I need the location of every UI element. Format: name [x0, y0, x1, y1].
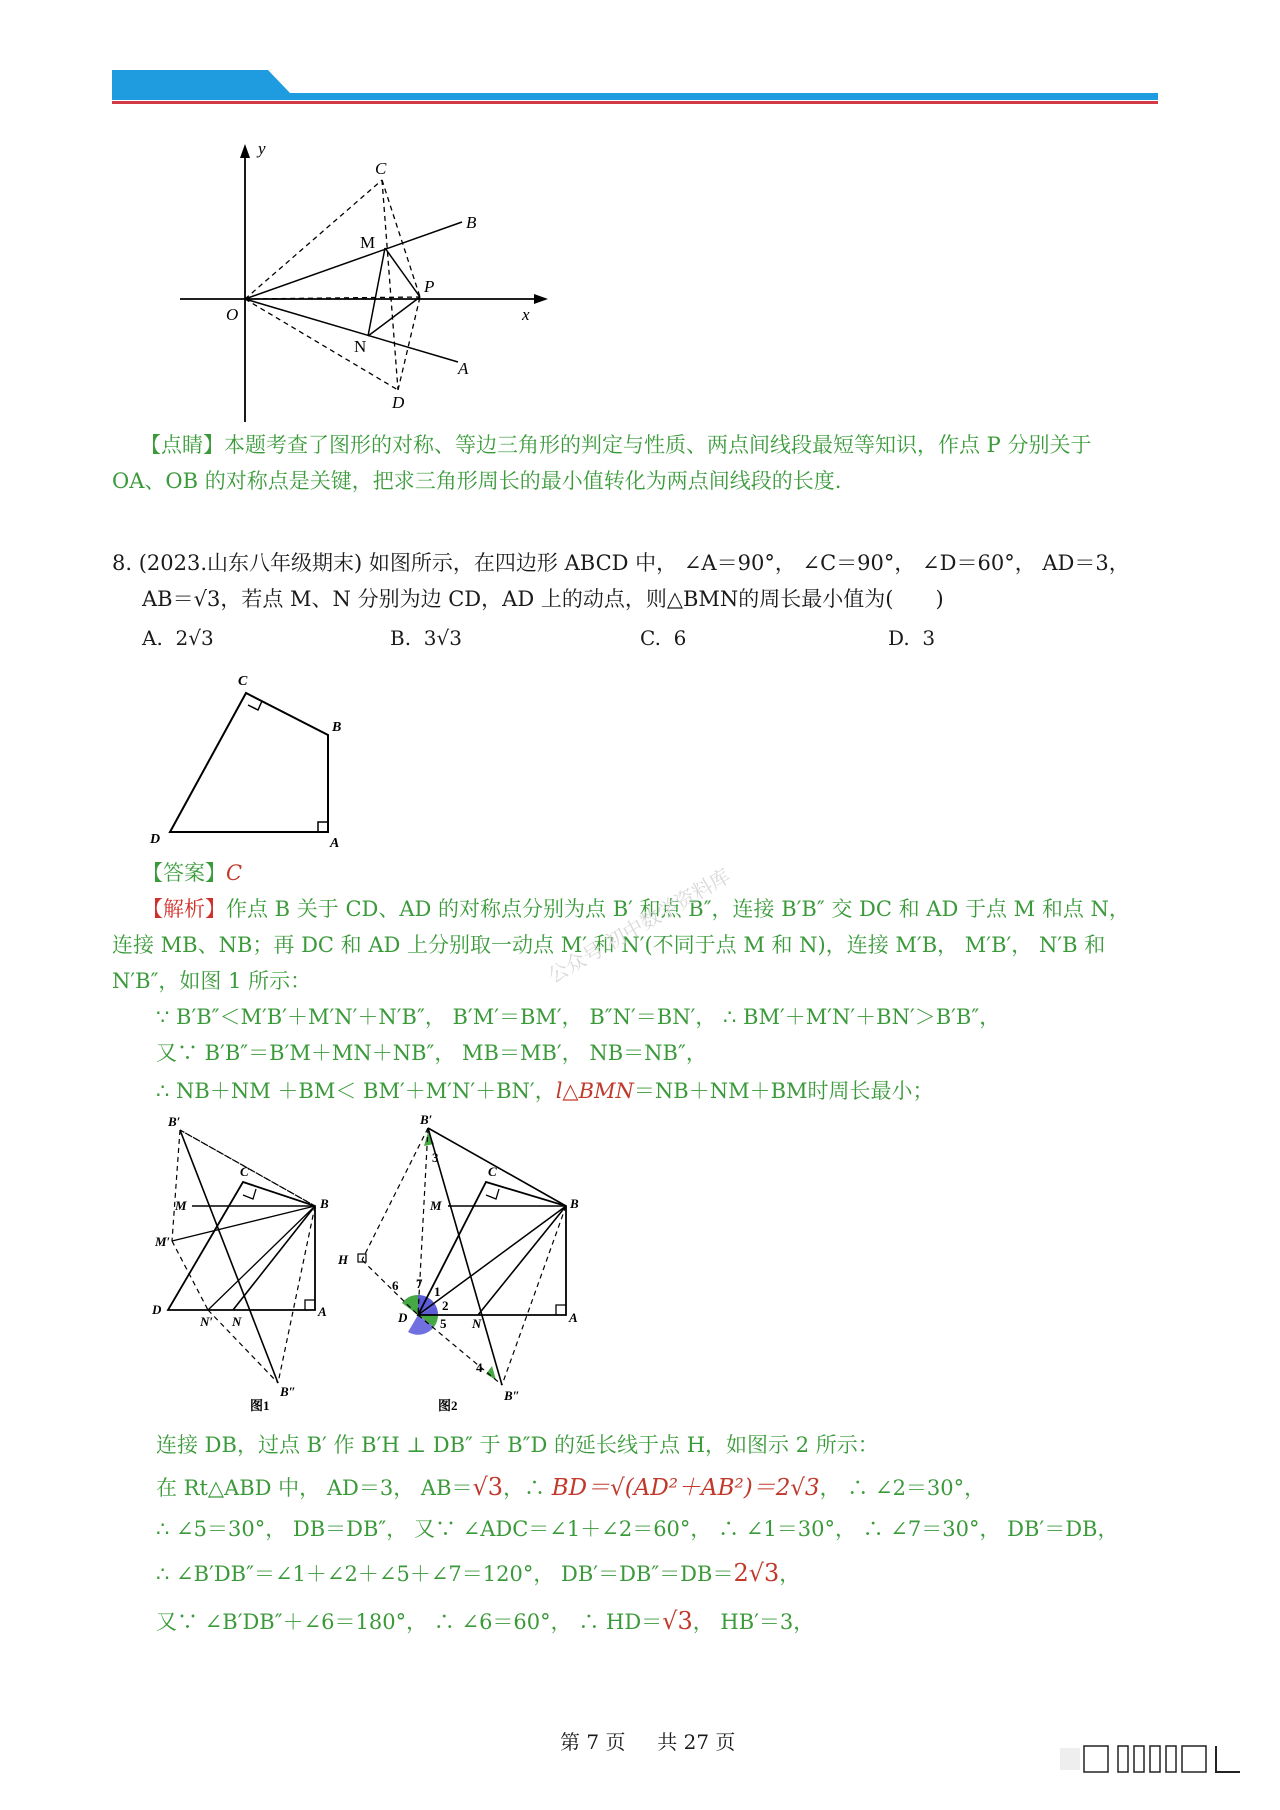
analysis-bracket: 【解析】 [142, 897, 226, 921]
svg-text:A: A [569, 1310, 578, 1325]
question-line-2: AB＝√3，若点 M、N 分别为边 CD，AD 上的动点，则△BMN的周长最小值为( ) [142, 587, 944, 611]
label-C: C [375, 159, 387, 178]
svg-text:7: 7 [416, 1276, 423, 1291]
svg-text:M: M [175, 1198, 187, 1213]
analysis-line-6: ∴ NB＋NM ＋BM＜ BM′＋M′N′＋BN′，l△BMN＝NB＋NM＋BM时周长最小； [156, 1079, 934, 1103]
solution-line-5: 又∵ ∠B′DB″＋∠6＝180°， ∴ ∠6＝60°， ∴ HD＝√3， HB′＝3， [156, 1607, 815, 1635]
svg-text:A: A [330, 836, 340, 850]
svg-text:B″: B″ [504, 1388, 520, 1403]
svg-text:M: M [430, 1198, 442, 1213]
figure-1 [151, 1114, 329, 1413]
label-x: x [522, 305, 530, 324]
svg-text:3: 3 [432, 1150, 439, 1165]
figure-quadrilateral [140, 665, 360, 850]
svg-text:N: N [232, 1314, 242, 1329]
label-P: P [424, 277, 435, 296]
svg-text:M′: M′ [155, 1234, 171, 1249]
analysis-line-3: N′B″，如图 1 所示： [112, 969, 312, 993]
figures-1-2 [150, 1110, 620, 1415]
dianjing-line-2: OA、OB 的对称点是关键，把求三角形周长的最小值转化为两点间线段的长度. [112, 469, 842, 493]
solution-line-2: 在 Rt△ABD 中， AD＝3， AB＝√3，∴ BD＝√(AD²＋AB²)＝2√3， ∴ ∠2＝30°， [156, 1473, 986, 1501]
solution-line-4: ∴ ∠B′DB″＝∠1＋∠2＋∠5＋∠7＝120°， DB′＝DB″＝DB＝2√3， [156, 1559, 801, 1587]
svg-text:5: 5 [440, 1316, 447, 1331]
svg-text:C: C [488, 1164, 497, 1179]
svg-text:D: D [398, 1310, 408, 1325]
analysis-line-5: 又∵ B′B″＝B′M＋MN＋NB″， MB＝MB′， NB＝NB″， [156, 1041, 707, 1065]
analysis-line-4: ∵ B′B″＜M′B′＋M′N′＋N′B″， B′M′＝BM′， B″N′＝BN′， ∴ BM′＋M′N′＋BN′＞B′B″， [156, 1005, 1001, 1029]
svg-text:C: C [240, 1164, 249, 1179]
answer-value: C [226, 861, 243, 885]
label-O: O [226, 305, 239, 324]
svg-text:D: D [152, 1302, 162, 1317]
label-A: A [458, 359, 469, 378]
header-band [0, 0, 1280, 115]
dianjing-line-1 [140, 428, 1091, 462]
option-c: C. 6 [640, 626, 687, 650]
perimeter-symbol: l△BMN [555, 1079, 634, 1103]
svg-text:B″: B″ [280, 1384, 296, 1399]
svg-text:C: C [238, 674, 248, 689]
dianjing-text-1: 本题考查了图形的对称、等边三角形的判定与性质、两点间线段最短等知识，作点 P 分别关于 [224, 433, 1092, 457]
footer-page-number [560, 1726, 735, 1755]
svg-text:2: 2 [442, 1298, 449, 1313]
footer-total: 共 27 页 [657, 1730, 736, 1754]
svg-text:B: B [320, 1196, 329, 1211]
option-d: D. 3 [888, 626, 936, 650]
svg-text:H: H [338, 1252, 349, 1267]
svg-text:D: D [150, 832, 161, 847]
svg-text:4: 4 [476, 1360, 483, 1375]
label-D: D [392, 393, 405, 412]
figure-2 [337, 1112, 579, 1413]
solution-line-3: ∴ ∠5＝30°， DB＝DB″， 又∵ ∠ADC＝∠1＋∠2＝60°， ∴ ∠1＝30°， ∴ ∠7＝30°， DB′＝DB， [156, 1517, 1119, 1541]
label-M: M [360, 233, 376, 252]
label-y: y [258, 140, 266, 158]
figure-coordinate-diagram [170, 140, 560, 430]
svg-text:B: B [332, 720, 342, 735]
svg-text:N: N [472, 1316, 482, 1331]
answer-bracket: 【答案】 [142, 861, 226, 885]
question-line-1 [112, 546, 1130, 580]
analysis-line-1: 【解析】作点 B 关于 CD、AD 的对称点分别为点 B′ 和点 B″，连接 B′B″ 交 DC 和 AD 于点 M 和点 N， [142, 897, 1130, 921]
svg-text:1: 1 [434, 1284, 441, 1299]
question-text-1: (2023.山东八年级期末) 如图所示，在四边形 ABCD 中， ∠A＝90°， ∠C＝90°， ∠D＝60°， AD＝3， [138, 551, 1130, 575]
option-b: B. 3√3 [390, 626, 462, 650]
svg-text:B′: B′ [168, 1114, 181, 1129]
option-a: A. 2√3 [142, 626, 214, 650]
solution-line-1: 连接 DB，过点 B′ 作 B′H ⊥ DB″ 于 B″D 的延长线于点 H，如图示 2 所示： [156, 1433, 879, 1457]
svg-text:6: 6 [392, 1278, 399, 1293]
fig2-caption: 图2 [438, 1398, 458, 1413]
dianjing-bracket: 【点睛】 [140, 433, 224, 457]
answer-line [142, 856, 242, 890]
corner-bars-icon [1060, 1738, 1275, 1778]
analysis-line-2: 连接 MB、NB；再 DC 和 AD 上分别取一动点 M′ 和 N′(不同于点 M 和 N)，连接 M′B， M′B′， N′B 和 [112, 933, 1106, 957]
label-N: N [354, 337, 367, 356]
svg-text:A: A [318, 1304, 327, 1319]
fig1-caption: 图1 [250, 1398, 270, 1413]
label-B: B [466, 213, 477, 232]
question-number: 8. [112, 551, 133, 575]
watermark: 公众号 初中数学资料库 [543, 863, 735, 988]
svg-text:B′: B′ [420, 1112, 433, 1127]
svg-text:N′: N′ [200, 1314, 214, 1329]
footer-page: 第 7 页 [560, 1730, 626, 1754]
svg-text:B: B [570, 1196, 579, 1211]
